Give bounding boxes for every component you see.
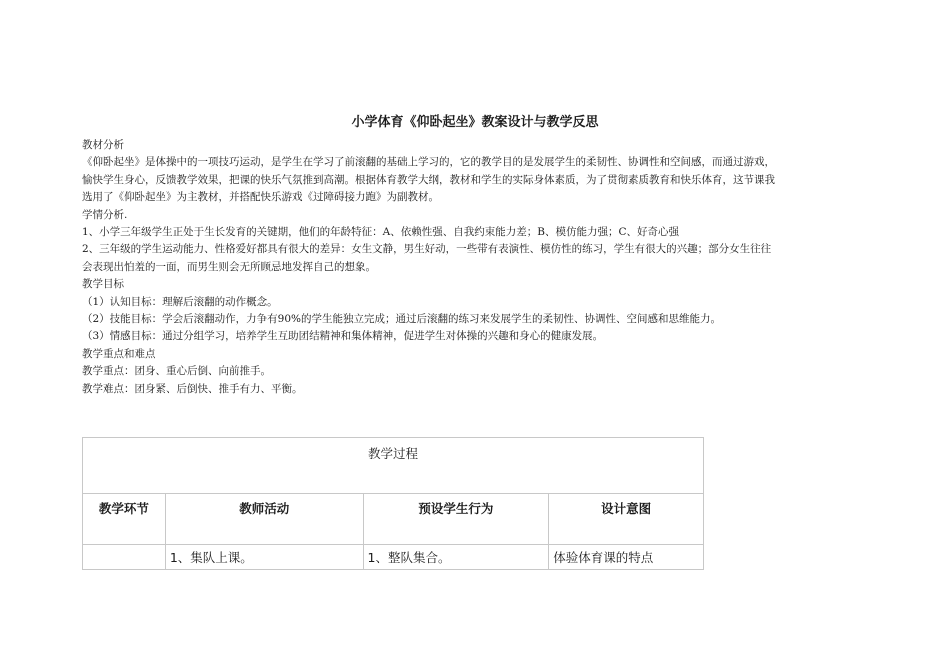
table-cell: 1、集队上课。 xyxy=(165,545,363,570)
page-title: 小学体育《仰卧起坐》教案设计与教学反思 xyxy=(351,115,599,130)
section-heading-keypoints: 教学重点和难点 xyxy=(82,347,156,360)
table-row xyxy=(83,545,704,570)
section-heading-goals: 教学目标 xyxy=(82,278,124,291)
goal-item: （1）认知目标：理解后滚翻的动作概念。 xyxy=(82,295,278,308)
header-cell: 教学环节 xyxy=(83,494,166,545)
table-header-row xyxy=(83,494,704,545)
paragraph-line: 愉快学生身心，反馈教学效果，把课的快乐气氛推到高潮。根据体育教学大纲，教材和学生的实际身体素质，为了贯彻素质教育和快乐体育，这节课我 xyxy=(82,173,775,186)
table-cell: 1、整队集合。 xyxy=(363,545,549,570)
goal-item: （3）情感目标：通过分组学习，培养学生互助团结精神和集体精神，促进学生对体操的兴趣和身心的健康发展。 xyxy=(82,330,604,343)
table-cell xyxy=(83,545,166,570)
paragraph-line: 《仰卧起坐》是体操中的一项技巧运动，是学生在学习了前滚翻的基础上学习的，它的教学目的是发展学生的柔韧性、协调性和空间感，而通过游戏， xyxy=(82,156,775,169)
table-caption: 教学过程 xyxy=(83,438,704,494)
table-cell: 体验体育课的特点 xyxy=(549,545,704,570)
document-body xyxy=(82,137,872,398)
goal-item: （2）技能目标：学会后滚翻动作，力争有90%的学生能独立完成；通过后滚翻的练习来发展学生的柔韧性、协调性、空间感和思维能力。 xyxy=(82,313,722,326)
section-heading-material: 教材分析 xyxy=(82,139,124,151)
paragraph-line: 2、三年级的学生运动能力、性格爱好都具有很大的差异：女生文静，男生好动，一些带有表演性、模仿性的练习，学生有很大的兴趣；部分女生往往 xyxy=(82,243,772,256)
paragraph-line: 会表现出怕羞的一面，而男生则会无所顾忌地发挥自己的想象。 xyxy=(82,260,376,273)
keypoint-item: 教学重点：团身、重心后倒、向前推手。 xyxy=(82,365,271,378)
difficulty-item: 教学难点：团身紧、后倒快、推手有力、平衡。 xyxy=(82,382,303,395)
section-heading-students: 学情分析. xyxy=(82,208,128,221)
header-cell: 设计意图 xyxy=(549,494,704,545)
teaching-process-table xyxy=(82,437,704,570)
paragraph-line: 选用了《仰卧起坐》为主教材，并搭配快乐游戏《过障碍接力跑》为副教材。 xyxy=(82,191,439,204)
paragraph-line: 1、小学三年级学生正处于生长发育的关键期，他们的年龄特征：A、依赖性强、自我约束能力差；B、模仿能力强；C、好奇心强 xyxy=(82,226,680,239)
header-cell: 教师活动 xyxy=(165,494,363,545)
header-cell: 预设学生行为 xyxy=(363,494,549,545)
